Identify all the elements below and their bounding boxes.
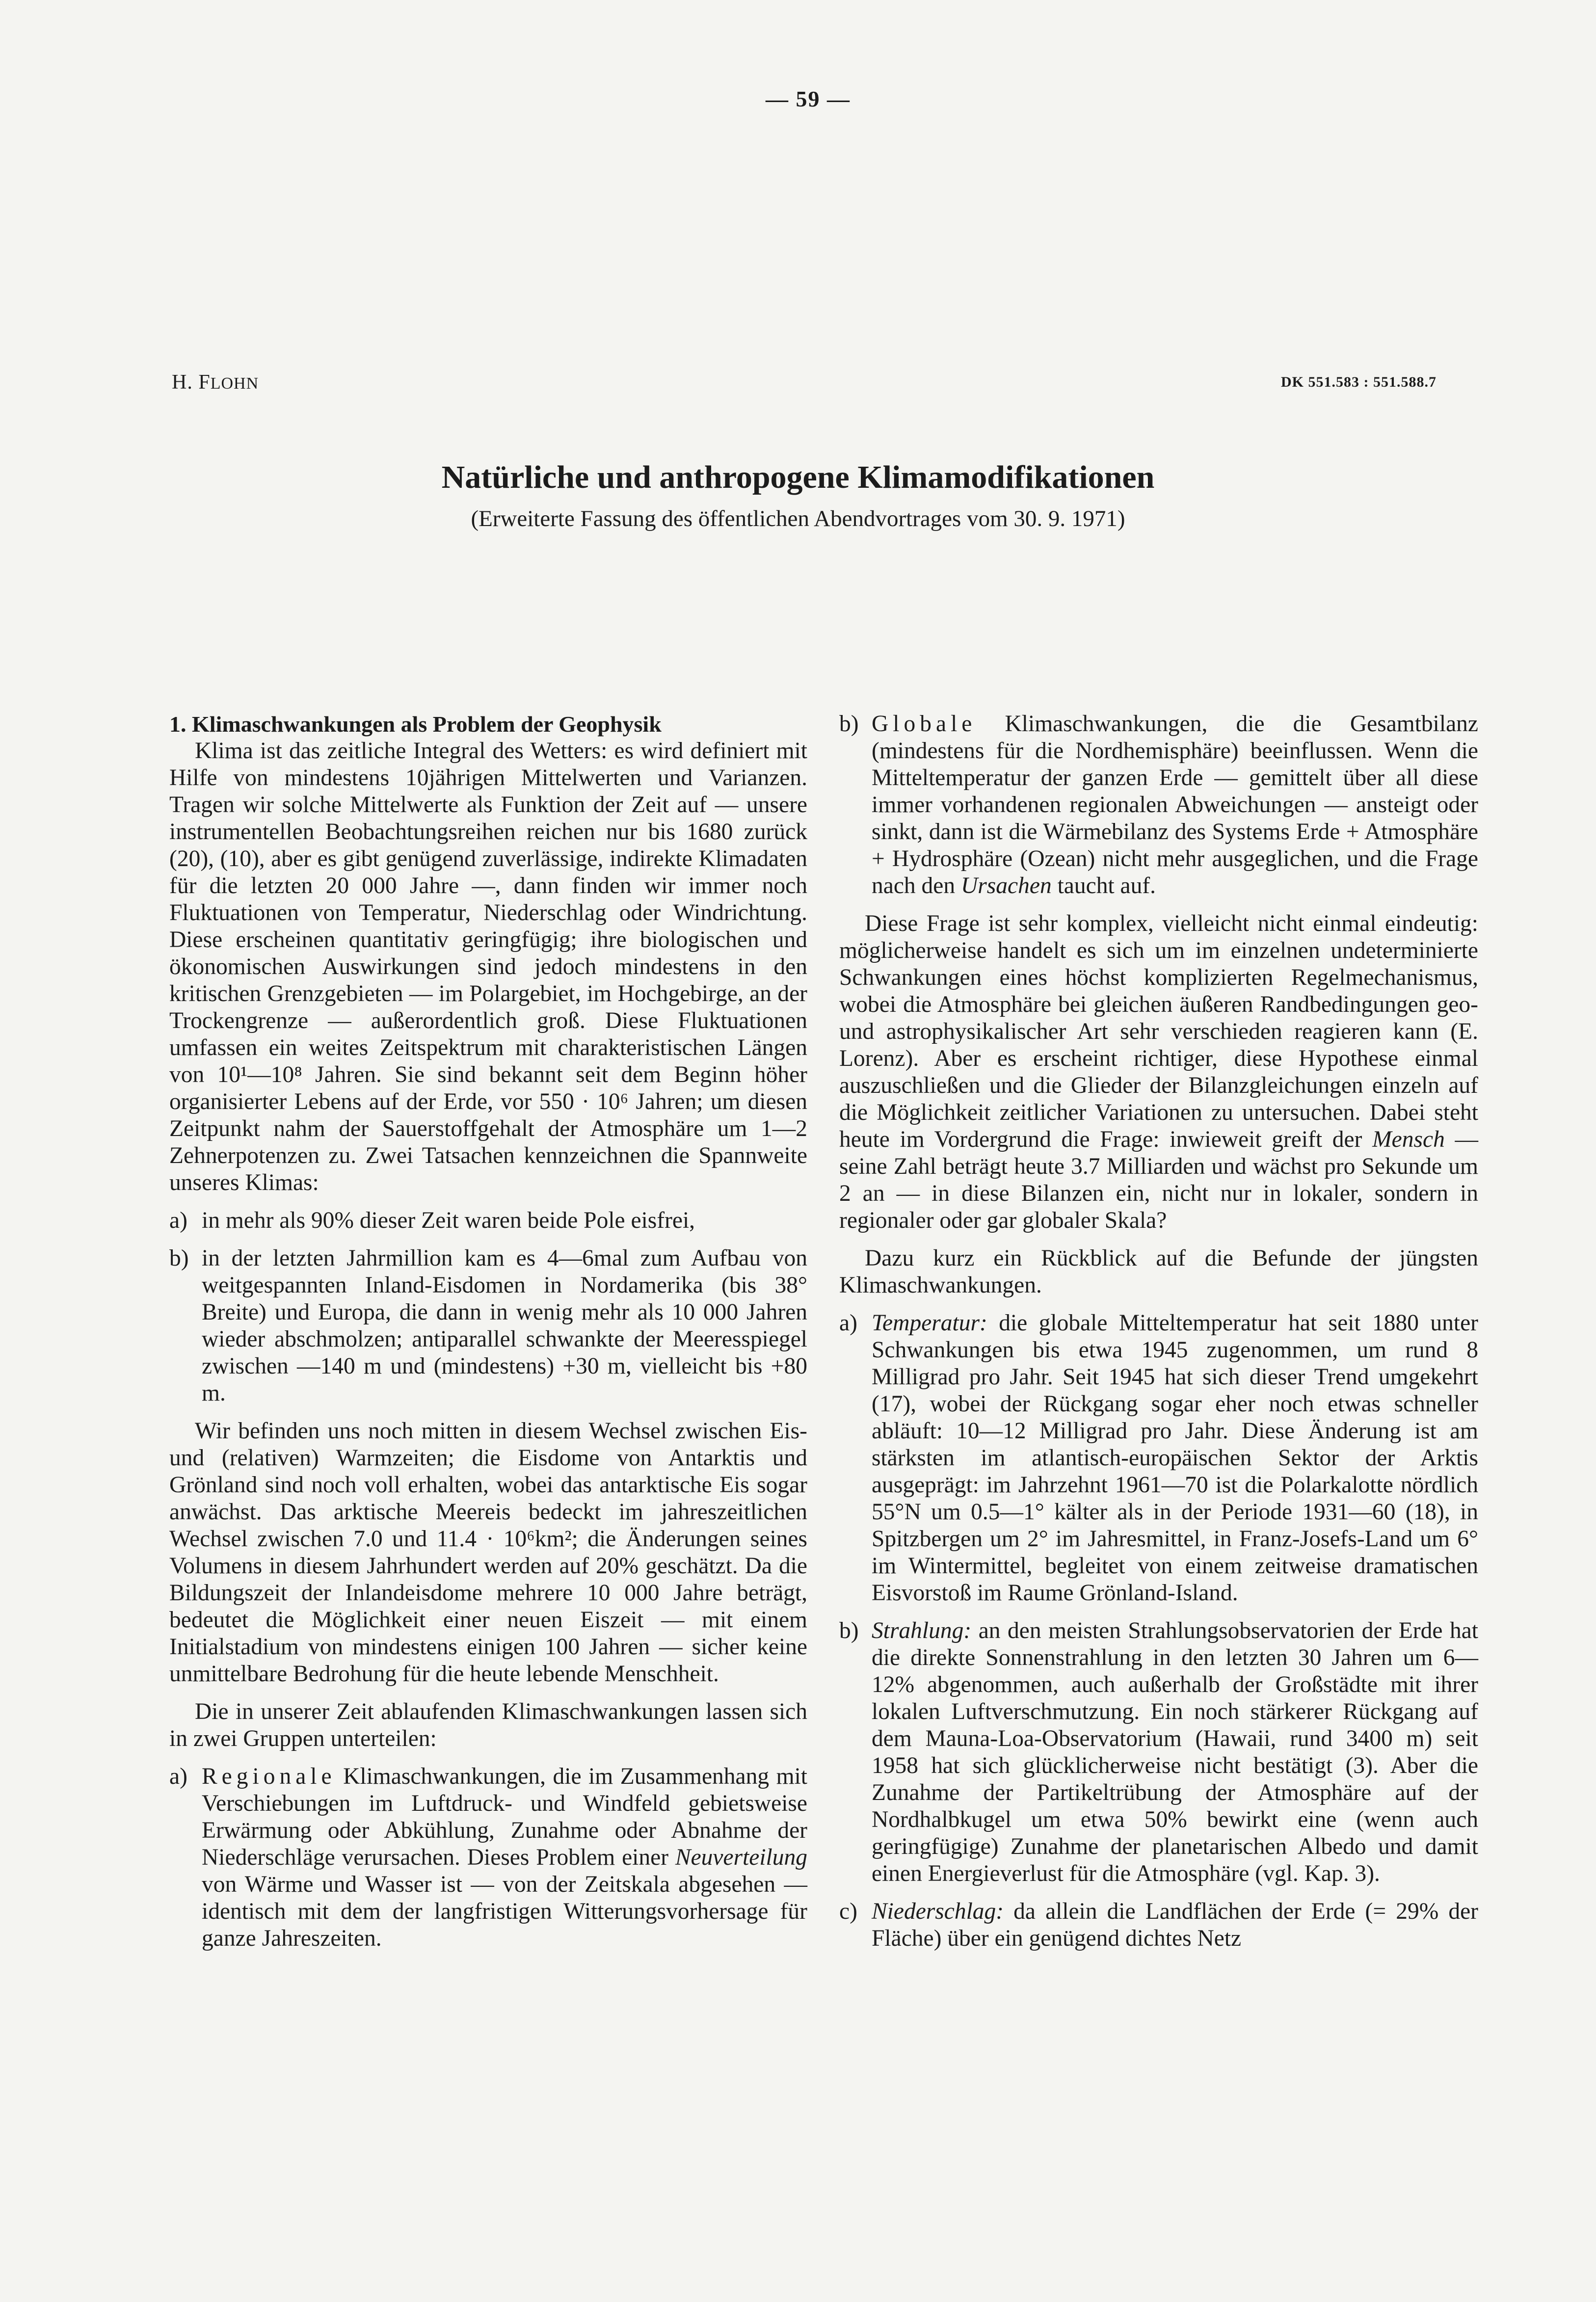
list-label: c) xyxy=(839,1899,857,1924)
list-item xyxy=(169,1245,807,1407)
list-label: b) xyxy=(839,711,859,737)
left-column xyxy=(169,711,807,1952)
text-run: Klimaschwankungen, die im Zusammenhang mit Verschiebungen im Luftdruck- und Windfeld gebietsweise Erwärmung oder Abkühlung, Zunahme oder Abnahme der Niederschläge verursachen. Dieses Problem einer xyxy=(202,1764,807,1870)
text-run: von Wärme und Wasser ist — von der Zeitskala abgesehen — identisch mit dem der langfristigen Witterungsvorhersage für ganze Jahreszeiten. xyxy=(202,1872,807,1951)
emphasis: Neuverteilung xyxy=(675,1845,807,1870)
list-item xyxy=(839,1310,1478,1607)
emphasis: Strahlung: xyxy=(872,1618,972,1643)
author xyxy=(172,370,259,394)
emphasis: Ursachen xyxy=(961,873,1052,899)
text-run: taucht auf. xyxy=(1051,873,1156,899)
list-label: b) xyxy=(169,1245,189,1271)
list-text: in der letzten Jahrmillion kam es 4—6mal zum Aufbau von weitgespannten Inland-Eisdomen in Nordamerika (bis 38° Breite) und Europa, die dann in wenig mehr als 10 000 Jahren wieder abschmolzen; antiparallel schwankte der Meeresspiegel zwischen —140 m und (mindestens) +30 m, vielleicht bis +80 m. xyxy=(202,1245,807,1406)
paragraph xyxy=(839,910,1478,1234)
paragraph: Wir befinden uns noch mitten in diesem Wechsel zwischen Eis- und (relativen) Warmzeiten; die Eisdome von Antarktis und Grönland sind noch voll erhalten, wobei das antarktische Eis sogar anwächst. Das arktische Meereis bedeckt im jahreszeitlichen Wechsel zwischen 7.0 und 11.4 · 10⁶km²; die Änderungen seines Volumens in diesem Jahrhundert werden auf 20% geschätzt. Da die Bildungszeit der Inlandeisdome mehrere 10 000 Jahre beträgt, bedeutet die Möglichkeit einer neuen Eiszeit — mit einem Initialstadium von mindestens einigen 100 Jahren — sicher keine unmittelbare Bedrohung für die heute lebende Menschheit. xyxy=(169,1418,807,1687)
right-column xyxy=(839,711,1478,1952)
list-item xyxy=(169,1207,807,1234)
text-run: Klimaschwankungen, die die Gesamtbilanz (mindestens für die Nordhemisphäre) beeinflussen. Wenn die Mitteltemperatur der ganzen Erde — gemittelt über all diese immer vorhandenen regionalen Abweichungen — ansteigt oder sinkt, dann ist die Wärmebilanz des Systems Erde + Atmosphäre + Hydrosphäre (Ozean) nicht mehr ausgeglichen, und die Frage nach den xyxy=(872,711,1478,899)
list-item xyxy=(839,711,1478,900)
list-text xyxy=(202,1763,807,1952)
emphasis: Mensch xyxy=(1372,1127,1445,1152)
list-label: b) xyxy=(839,1618,859,1643)
spaced-term: Regionale xyxy=(202,1764,336,1789)
list-text xyxy=(872,1898,1478,1952)
text-run: an den meisten Strahlungsobservatorien der Erde hat die direkte Sonnenstrahlung in den letzten 30 Jahren um 6—12% abgenommen, auch außerhalb der Großstädte mit ihrer lokalen Luftverschmutzung. Ein noch stärkerer Rückgang auf dem Mauna-Loa-Observatorium (Hawaii, rund 3400 m) seit 1958 hat sich glücklicherweise nicht bestätigt (3). Aber die Zunahme der Partikeltrübung der Atmosphäre auf der Nordhalbkugel um etwa 50% bewirkt eine (wenn auch geringfügige) Zunahme der planetarischen Albedo und damit einen Energieverlust für die Atmosphäre (vgl. Kap. 3). xyxy=(872,1618,1478,1886)
section-heading: 1. Klimaschwankungen als Problem der Geophysik xyxy=(169,712,662,737)
text-run: — seine Zahl beträgt heute 3.7 Milliarden und wächst pro Sekunde um 2 an — in diese Bilanzen ein, nicht nur in lokaler, sondern in regionaler oder gar globaler Skala? xyxy=(839,1127,1479,1233)
author-surname-rest: LOHN xyxy=(210,374,259,393)
emphasis: Niederschlag: xyxy=(872,1899,1004,1924)
list-label: a) xyxy=(169,1764,187,1789)
article-title: Natürliche und anthropogene Klimamodifikationen xyxy=(441,459,1155,495)
paragraph: Klima ist das zeitliche Integral des Wetters: es wird definiert mit Hilfe von mindestens 10jährigen Mittelwerten und Varianzen. Tragen wir solche Mittelwerte als Funktion der Zeit auf — unsere instrumentellen Beobachtungsreihen reichen nur bis 1680 zurück (20), (10), aber es gibt genügend zuverlässige, indirekte Klimadaten für die letzten 20 000 Jahre —, dann finden wir immer noch Fluktuationen von Temperatur, Niederschlag oder Windrichtung. Diese erscheinen quantitativ geringfügig; ihre biologischen und ökonomischen Auswirkungen sind jedoch mindestens in den kritischen Grenzgebieten — im Polargebiet, im Hochgebirge, an der Trockengrenze — außerordentlich groß. Diese Fluktuationen umfassen ein weites Zeitspektrum mit charakteristischen Längen von 10¹—10⁸ Jahren. Sie sind bekannt seit dem Beginn höher organisierter Lebens auf der Erde, vor 550 · 10⁶ Jahren; um diesen Zeitpunkt nahm der Sauerstoffgehalt der Atmosphäre um 1—2 Zehnerpotenzen zu. Zwei Tatsachen kennzeichnen die Spannweite unseres Klimas: xyxy=(169,738,807,1195)
list-item xyxy=(169,1763,807,1952)
article-subtitle: (Erweiterte Fassung des öffentlichen Abendvortrages vom 30. 9. 1971) xyxy=(471,506,1125,531)
emphasis: Temperatur: xyxy=(872,1310,987,1336)
paragraph: Dazu kurz ein Rückblick auf die Befunde der jüngsten Klimaschwankungen. xyxy=(839,1245,1478,1298)
list-item xyxy=(839,1898,1478,1952)
text-run: die globale Mitteltemperatur hat seit 1880 unter Schwankungen bis etwa 1945 zugenommen, um rund 8 Milligrad pro Jahr. Seit 1945 hat sich dieser Trend umgekehrt (17), wobei der Rückgang sogar eher noch etwas schneller abläuft: 10—12 Milligrad pro Jahr. Diese Änderung ist am stärksten im atlantisch-europäischen Sektor der Arktis ausgeprägt: im Jahrzehnt 1961—70 ist die Polarkalotte nördlich 55°N um 0.5—1° kälter als in der Periode 1931—60 (18), in Spitzbergen um 2° im Jahresmittel, in Franz-Josefs-Land um 6° im Wintermittel, begleitet von einem zeitweise dramatischen Eisvorstoß im Raume Grönland-Island. xyxy=(872,1310,1478,1606)
text-run: da allein die Landflächen der Erde (= 29% der Fläche) über ein genügend dichtes Netz xyxy=(872,1899,1478,1951)
list-text xyxy=(872,1617,1478,1887)
paragraph: Die in unserer Zeit ablaufenden Klimaschwankungen lassen sich in zwei Gruppen unterteilen: xyxy=(169,1699,807,1751)
list-text: in mehr als 90% dieser Zeit waren beide Pole eisfrei, xyxy=(202,1208,695,1233)
list-label: a) xyxy=(169,1208,187,1233)
text-run: Diese Frage ist sehr komplex, vielleicht nicht einmal eindeutig: möglicherweise handelt es sich um im einzelnen undeterminierte Schwankungen eines höchst komplizierten Regelmechanismus, wobei die Atmosphäre bei gleichen äußeren Randbedingungen geo- und astrophysikalischer Art sehr verschieden reagieren kann (E. Lorenz). Aber es erscheint richtiger, diese Hypothese einmal auszuschließen und die Glieder der Bilanzgleichungen einzeln auf die Möglichkeit zeitlicher Variationen zu untersuchen. Dabei steht heute im Vordergrund die Frage: inwieweit greift der xyxy=(839,911,1478,1152)
spaced-term: Globale xyxy=(872,711,977,737)
page-number: — 59 — xyxy=(766,86,851,111)
author-initial: H. F xyxy=(172,371,211,394)
list-label: a) xyxy=(839,1310,857,1336)
list-text xyxy=(872,711,1478,900)
list-text xyxy=(872,1310,1478,1607)
dk-classification: DK 551.583 : 551.588.7 xyxy=(1281,374,1436,390)
list-item xyxy=(839,1617,1478,1887)
